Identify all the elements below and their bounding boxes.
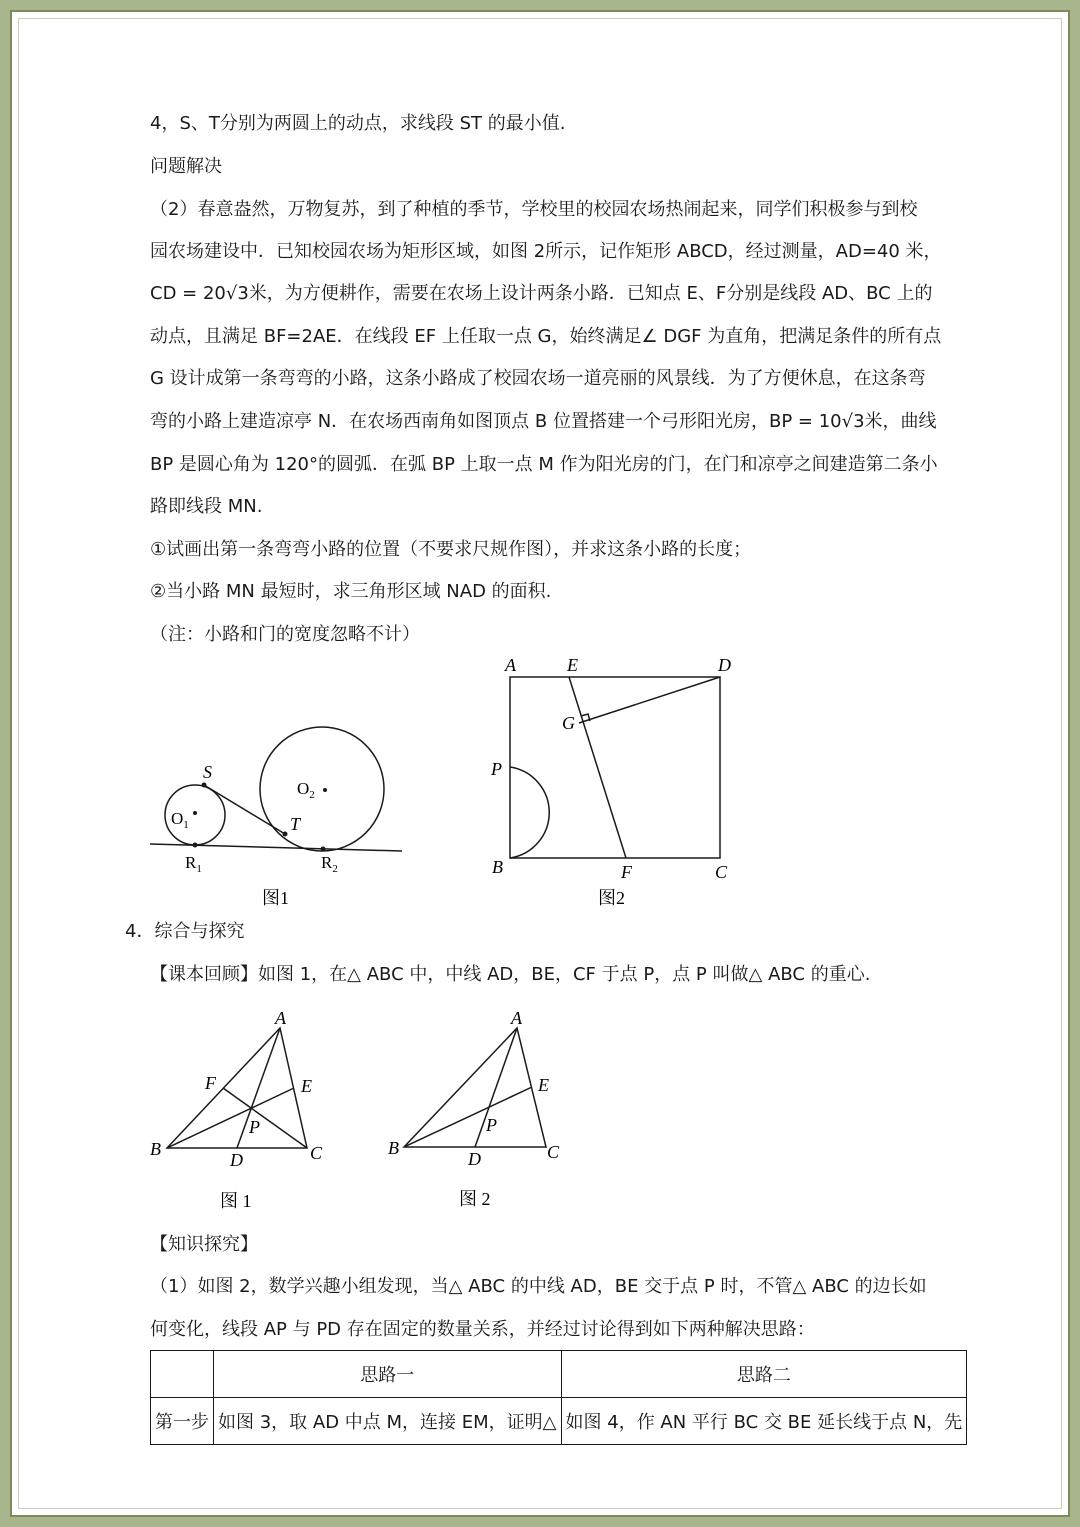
center-o2 (323, 788, 327, 792)
label-d: D (468, 1149, 481, 1169)
median-cf (223, 1088, 307, 1148)
label-s: S (203, 762, 212, 782)
rectangle-abcd (510, 677, 720, 858)
text-line: 弯的小路上建造凉亭 N．在农场西南角如图顶点 B 位置搭建一个弓形阳光房，BP = 10√3米，曲线 (150, 411, 937, 432)
segment-st (204, 785, 285, 834)
label-d: D (230, 1150, 243, 1170)
table-corner-cell (151, 1351, 214, 1398)
question-1: ①试画出第一条弯弯小路的位置（不要求尺规作图），并求这条小路的长度； (150, 539, 752, 560)
label-b: B (388, 1138, 399, 1158)
problem-heading: 4．综合与探究 (125, 921, 245, 942)
question-2: ②当小路 MN 最短时，求三角形区域 NAD 的面积. (150, 581, 552, 602)
point-r1 (193, 843, 198, 848)
text-line: BP 是圆心角为 120°的圆弧．在弧 BP 上取一点 M 作为阳光房的门，在门和凉亭之间建造第二条小 (150, 454, 938, 475)
text-line: 何变化，线段 AP 与 PD 存在固定的数量关系，并经过讨论得到如下两种解决思路： (150, 1319, 815, 1340)
figure-rectangle (480, 650, 750, 915)
figure-triangle-2 (380, 1000, 580, 1220)
label-a: A (505, 655, 516, 675)
tangent-line (150, 844, 402, 851)
figure-triangle-1 (140, 1000, 340, 1220)
text-line: （2）春意盎然，万物复苏，到了种植的季节，学校里的校园农场热闹起来，同学们积极参与到校 (150, 199, 918, 220)
table-header-cell: 思路一 (214, 1351, 562, 1398)
point-s (202, 783, 207, 788)
point-t (283, 832, 288, 837)
label-b: B (492, 857, 503, 877)
circle-o2 (260, 727, 384, 851)
label-p: P (491, 759, 502, 779)
label-t: T (290, 814, 301, 834)
label-e: E (538, 1075, 549, 1095)
text-line: 【课本回顾】如图 1，在△ ABC 中，中线 AD，BE，CF 于点 P，点 P 叫做△ ABC 的重心. (150, 964, 871, 985)
text-line: CD = 20√3米，为方便耕作，需要在农场上设计两条小路．已知点 E、F分别是线段 AD、BC 上的 (150, 283, 933, 304)
section-heading: 问题解决 (150, 156, 222, 177)
triangle-abc (167, 1028, 307, 1148)
table-row (151, 1398, 967, 1445)
caption-tri2: 图 2 (459, 1189, 491, 1209)
text-line: （1）如图 2，数学兴趣小组发现，当△ ABC 的中线 AD，BE 交于点 P 时，不管△ ABC 的边长如 (150, 1276, 927, 1297)
table-row-label: 第一步 (151, 1398, 214, 1445)
label-c: C (547, 1142, 560, 1162)
note: （注：小路和门的宽度忽略不计） (150, 624, 420, 645)
median-be (404, 1087, 532, 1147)
median-be (167, 1088, 294, 1148)
text-line: 路即线段 MN. (150, 496, 263, 517)
label-o1: $O_1$ (171, 809, 189, 831)
text-line: 4，S、T分别为两圆上的动点，求线段 ST 的最小值. (150, 113, 566, 134)
text-line: 动点，且满足 BF=2AE．在线段 EF 上任取一点 G，始终满足∠ DGF 为直角，把满足条件的所有点 (150, 326, 942, 347)
approach-table (150, 1350, 967, 1445)
label-p: P (249, 1117, 260, 1137)
label-e: E (567, 655, 578, 675)
label-r1: $R_1$ (185, 853, 202, 875)
label-a: A (275, 1008, 286, 1028)
label-d: D (718, 655, 731, 675)
table-cell: 如图 3，取 AD 中点 M，连接 EM，证明△ (214, 1398, 562, 1445)
figure-two-circles (140, 690, 420, 920)
table-header-row (151, 1351, 967, 1398)
segment-ef (569, 677, 626, 858)
table-cell: 如图 4，作 AN 平行 BC 交 BE 延长线于点 N，先 (561, 1398, 967, 1445)
label-b: B (150, 1139, 161, 1159)
label-p: P (486, 1115, 497, 1135)
label-o2: $O_2$ (297, 779, 315, 801)
label-a: A (511, 1008, 522, 1028)
table-header-cell: 思路二 (561, 1351, 967, 1398)
arc-bp (510, 767, 549, 858)
label-c: C (310, 1143, 323, 1163)
segment-gd (579, 677, 720, 723)
caption-fig1: 图1 (262, 888, 289, 908)
label-f: F (205, 1073, 216, 1093)
text-line: 园农场建设中．已知校园农场为矩形区域，如图 2所示，记作矩形 ABCD，经过测量，AD=40 米， (150, 241, 942, 262)
center-o1 (193, 811, 197, 815)
point-r2 (321, 847, 326, 852)
text-line: G 设计成第一条弯弯的小路，这条小路成了校园农场一道亮丽的风景线．为了方便休息，在这条弯 (150, 368, 926, 389)
triangle-abc (404, 1028, 546, 1147)
caption-fig2: 图2 (598, 888, 625, 908)
label-g: G (562, 713, 575, 733)
label-c: C (715, 862, 728, 882)
label-r2: $R_2$ (321, 853, 338, 875)
caption-tri1: 图 1 (220, 1191, 252, 1211)
label-e: E (301, 1076, 312, 1096)
label-f: F (621, 862, 632, 882)
section-heading: 【知识探究】 (150, 1234, 258, 1255)
